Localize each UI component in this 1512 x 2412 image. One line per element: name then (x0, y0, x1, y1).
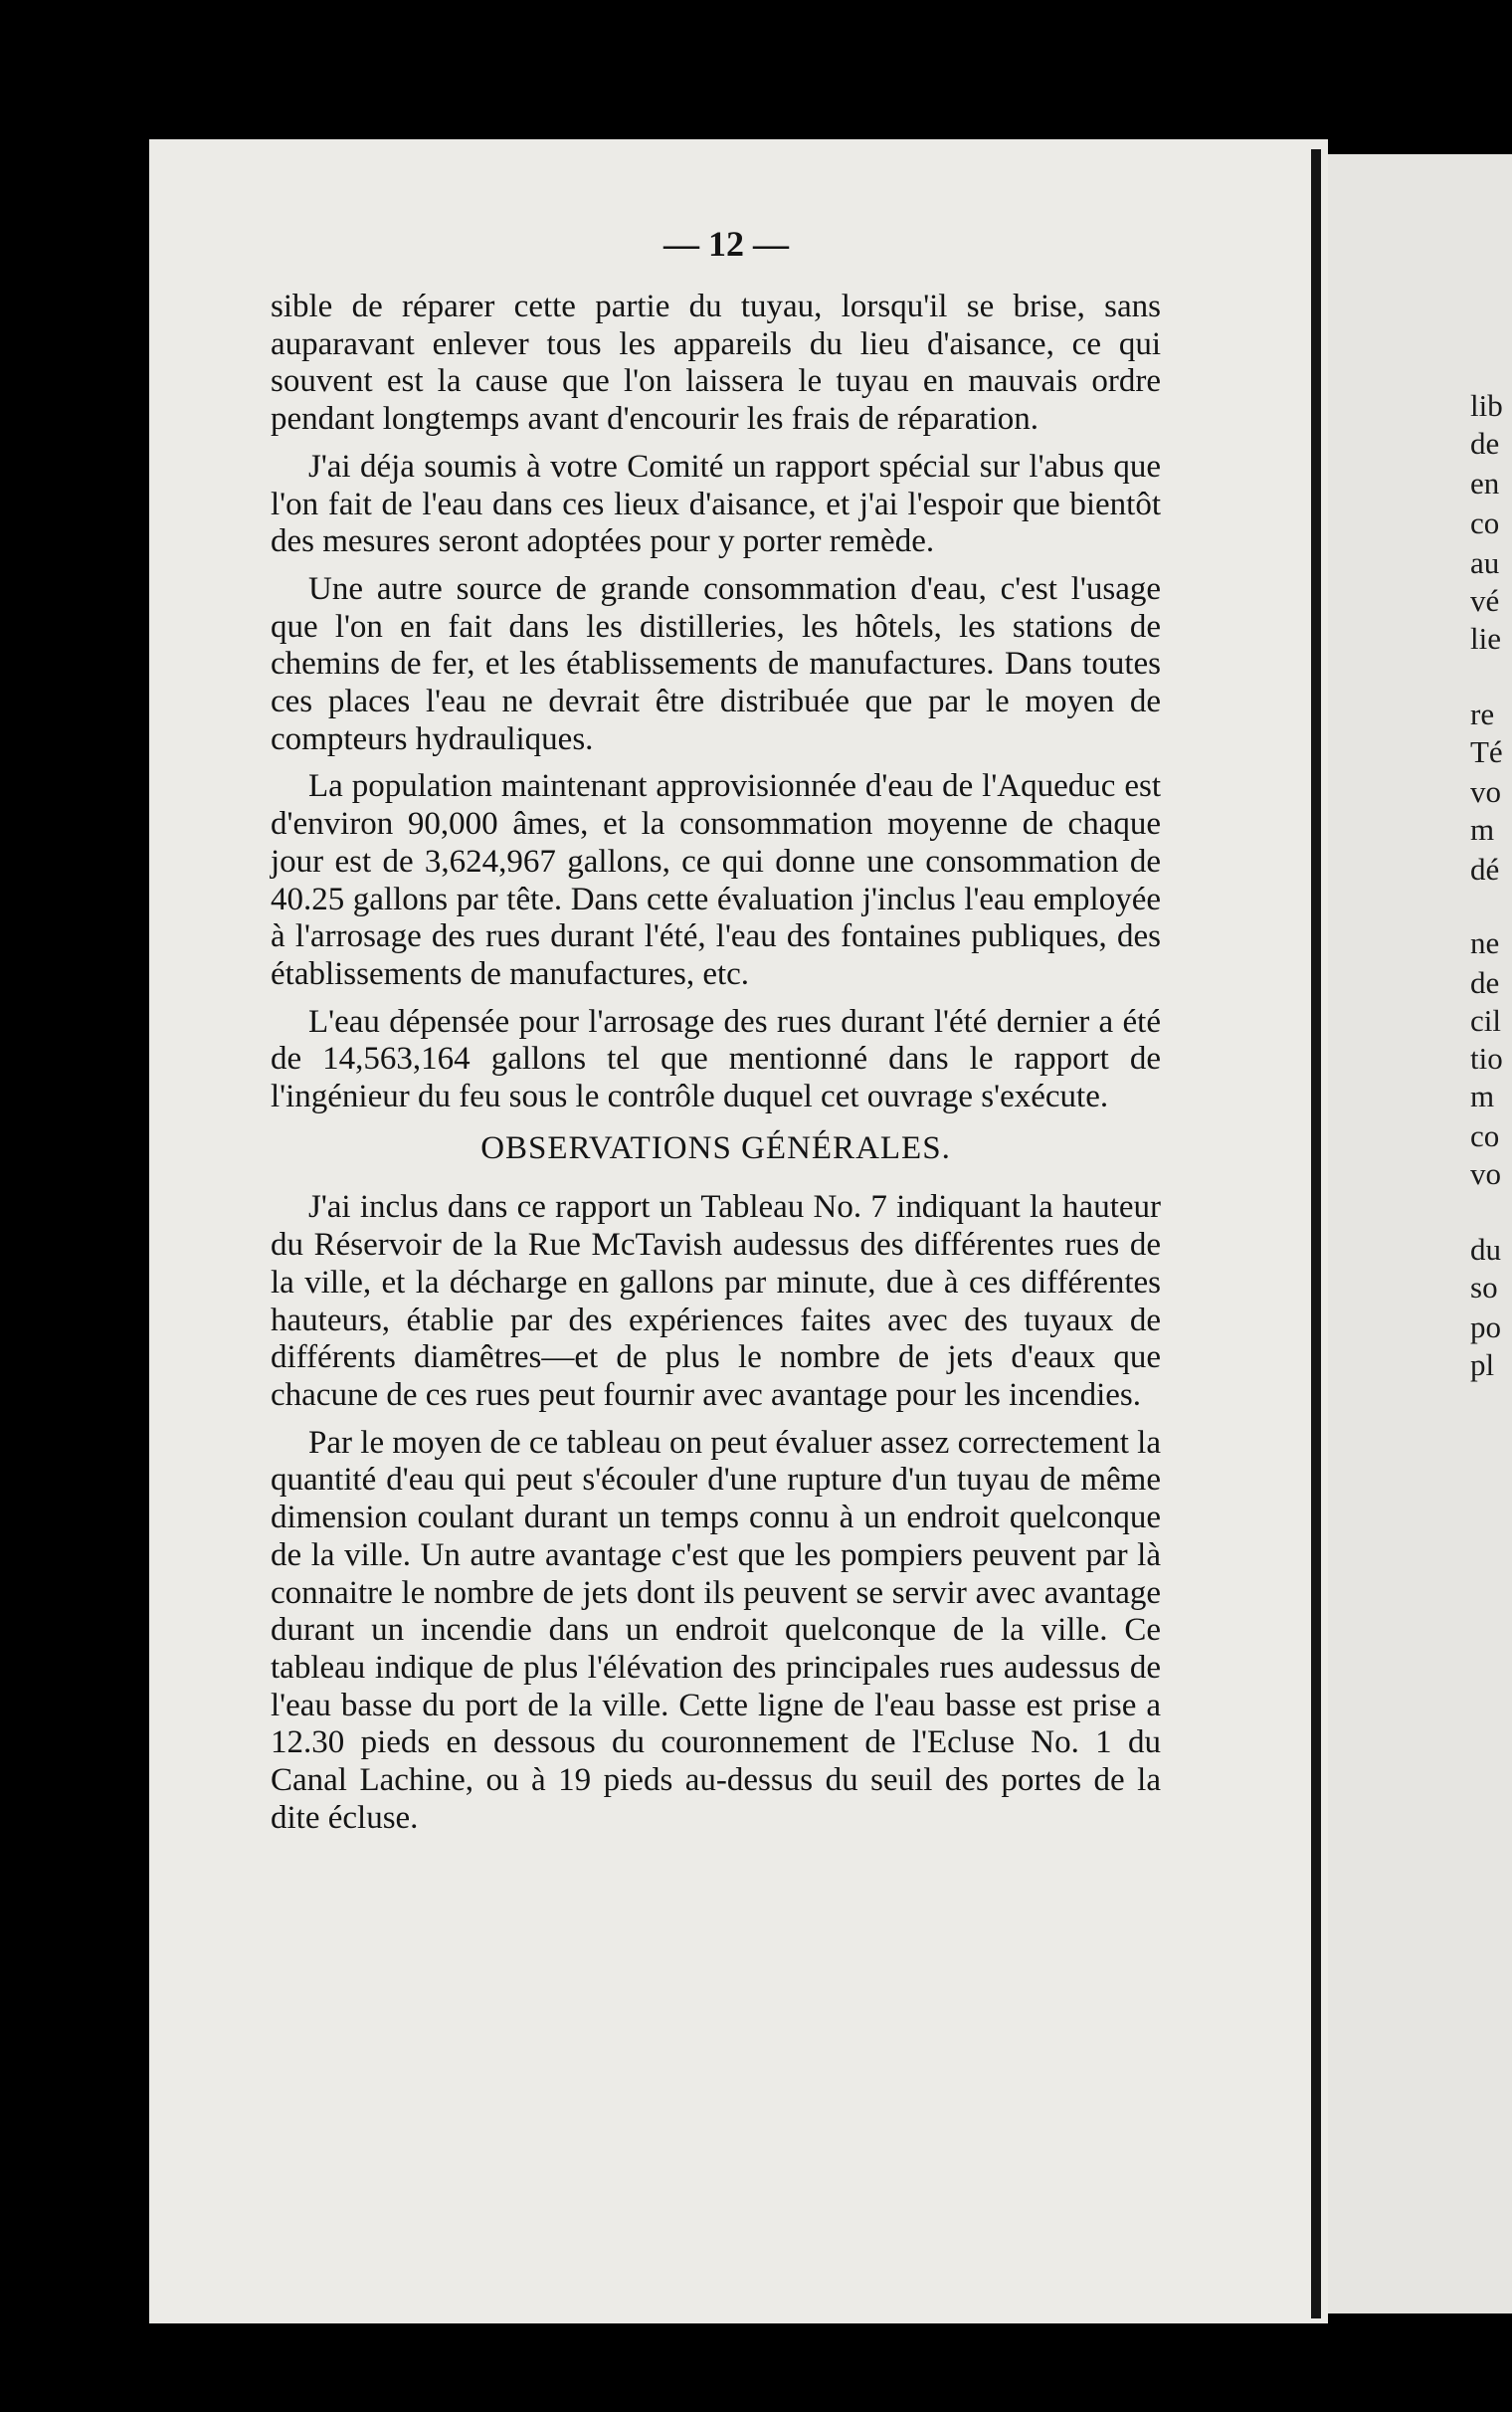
adjacent-page-fragment: de (1470, 426, 1500, 461)
adjacent-page-fragment: co (1470, 505, 1500, 540)
paragraph-6: J'ai inclus dans ce rapport un Tableau No. 7 indiquant la hauteur du Réservoir de la Rue McTavish audessus des différentes rues de la ville, et la décharge en gallons par minute, due à ces différentes hauteurs, établie par des expériences faites avec des tuyaux de différents diamêtres—et de plus le nombre de jets d'eaux que chacune de ces rues peut fournir avec avantage pour les incendies. (271, 1189, 1161, 1413)
adjacent-page-fragment: cil (1470, 1003, 1501, 1038)
adjacent-page-fragment: po (1470, 1309, 1501, 1344)
adjacent-page-fragment: tio (1470, 1041, 1503, 1076)
paragraph-3: Une autre source de grande consommation d'eau, c'est l'usage que l'on en fait dans les distilleries, les hôtels, les stations de chemins de fer, et les établissements de manufactures. Dans toutes ces places l'eau ne devrait être distribuée que par le moyen de compteurs hydrauliques. (271, 570, 1161, 757)
adjacent-page-fragment: ne (1470, 925, 1500, 960)
adjacent-page-fragment: lib (1470, 388, 1503, 423)
adjacent-page-fragment: vo (1470, 774, 1501, 809)
paragraph-1: sible de réparer cette partie du tuyau, lorsqu'il se brise, sans auparavant enlever tous les appareils du lieu d'aisance, ce qui souvent est la cause que l'on laissera le tuyau en mauvais ordre pendant longtemps avant d'encourir les frais de réparation. (271, 289, 1161, 438)
adjacent-page-fragment: de (1470, 965, 1500, 1000)
paragraph-2: J'ai déja soumis à votre Comité un rapport spécial sur l'abus que l'on fait de l'eau dans ces lieux d'aisance, et j'ai l'espoir que bientôt des mesures seront adoptées pour y porter remède. (271, 448, 1161, 560)
adjacent-page-fragment: co (1470, 1118, 1500, 1153)
adjacent-page-fragment: vé (1470, 583, 1500, 618)
adjacent-page-fragment: dé (1470, 852, 1500, 887)
adjacent-page-fragment: au (1470, 545, 1500, 580)
adjacent-page-fragment: so (1470, 1270, 1498, 1305)
body-text (271, 227, 1161, 1847)
adjacent-page-fragment: lie (1470, 621, 1501, 656)
adjacent-page-fragment: du (1470, 1232, 1501, 1267)
paragraph-5: L'eau dépensée pour l'arrosage des rues durant l'été dernier a été de 14,563,164 gallons tel que mentionné dans le rapport de l'ingénieur du feu sous le contrôle duquel cet ouvrage s'exécute. (271, 1003, 1161, 1115)
section-heading: OBSERVATIONS GÉNÉRALES. (480, 1129, 951, 1166)
paragraph-4: La population maintenant approvisionnée d'eau de l'Aqueduc est d'environ 90,000 âmes, et la consommation moyenne de chaque jour est de 3,624,967 gallons, ce qui donne une consommation de 40.25 gallons par tête. Dans cette évaluation j'inclus l'eau employée à l'arrosage des rues durant l'été, l'eau des fontaines publiques, des établissements de manufactures, etc. (271, 768, 1161, 992)
adjacent-page-fragment: re (1470, 697, 1495, 731)
page-gutter-divider (1311, 149, 1321, 2318)
adjacent-page-fragment: en (1470, 466, 1500, 501)
adjacent-page-fragment: m (1470, 812, 1495, 847)
adjacent-page-fragment: vo (1470, 1156, 1501, 1191)
adjacent-page-fragment: m (1470, 1079, 1495, 1113)
paragraph-7: Par le moyen de ce tableau on peut évaluer assez correctement la quantité d'eau qui peut s'écouler d'une rupture d'un tuyau de même dimension coulant durant un temps connu à un endroit quelconque de la ville. Un autre avantage c'est que les pompiers peuvent par là connaitre le nombre de jets dont ils peuvent se servir avec avantage durant un incendie dans un endroit quelconque de la ville. Ce tableau indique de plus l'élévation des principales rues audessus de l'eau basse du port de la ville. Cette ligne de l'eau basse est prise a 12.30 pieds en dessous du couronnement de l'Ecluse No. 1 du Canal Lachine, ou à 19 pieds au-dessus du seuil des portes de la dite écluse. (271, 1424, 1161, 1836)
adjacent-page-fragment: Té (1470, 734, 1503, 769)
page-number: — 12 — (663, 224, 789, 264)
adjacent-page-fragment: pl (1470, 1347, 1495, 1382)
